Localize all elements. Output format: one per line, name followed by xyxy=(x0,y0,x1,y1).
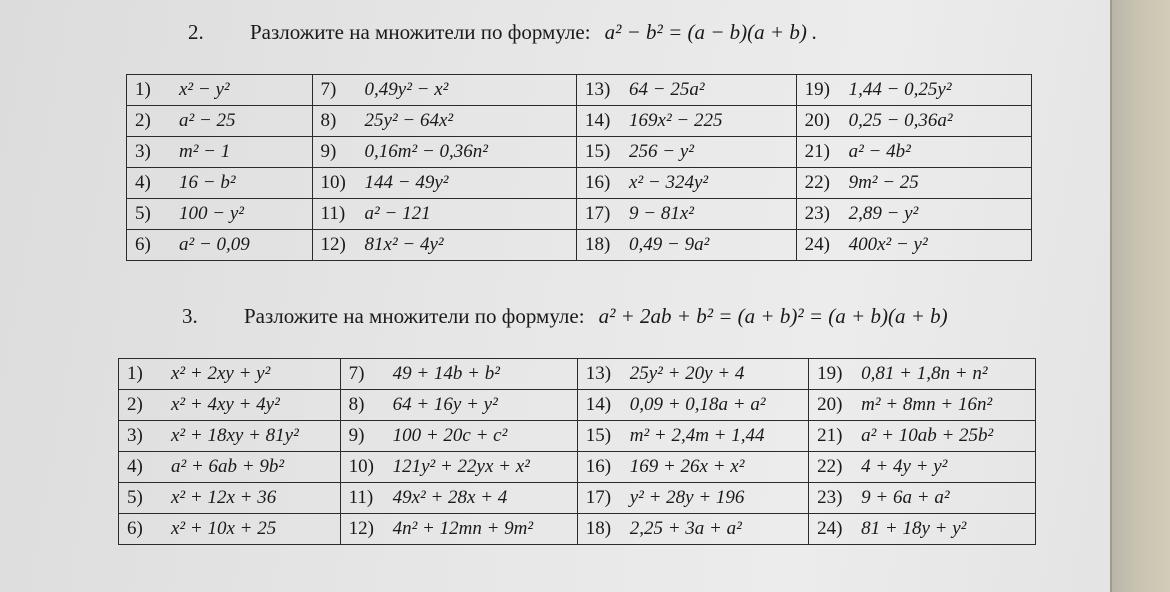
exercise-expression: x² + 2xy + y² xyxy=(171,363,271,384)
exercise-expression: 100 + 20c + c² xyxy=(392,425,508,446)
exercise-expression: 1,44 − 0,25y² xyxy=(848,79,952,100)
exercise-number: 11) xyxy=(348,487,374,508)
exercise-expression: m² − 1 xyxy=(179,141,231,162)
exercise-number: 20) xyxy=(817,394,843,415)
exercise-expression: a² − 0,09 xyxy=(179,234,250,255)
exercise-expression: 25y² + 20y + 4 xyxy=(629,363,745,384)
exercise-number: 10) xyxy=(320,172,346,193)
exercise-number: 13) xyxy=(585,79,611,100)
exercise-expression: a² − 121 xyxy=(364,203,431,224)
exercise-number: 15) xyxy=(585,425,612,446)
exercise-expression: a² − 25 xyxy=(179,110,236,131)
exercise-number: 23) xyxy=(804,203,830,224)
exercise-number: 9) xyxy=(320,141,337,162)
exercise-expression: m² + 2,4m + 1,44 xyxy=(629,425,765,446)
exercise-number: 18) xyxy=(585,518,612,539)
exercise-number: 6) xyxy=(127,518,143,539)
section-3-formula: a² + 2ab + b² = (a + b)² = (a + b)(a + b) xyxy=(598,304,948,328)
exercise-expression: 256 − y² xyxy=(629,141,694,162)
exercise-number: 22) xyxy=(817,456,843,477)
exercise-number: 17) xyxy=(585,203,611,224)
exercise-number: 5) xyxy=(127,487,143,508)
exercise-expression: 4 + 4y + y² xyxy=(861,456,948,477)
exercise-cell xyxy=(577,230,797,261)
exercise-cell xyxy=(796,230,1031,261)
exercise-cell xyxy=(577,75,797,106)
exercise-expression: 400x² − y² xyxy=(848,234,928,255)
exercise-cell xyxy=(577,421,808,452)
exercise-number: 12) xyxy=(348,518,374,539)
exercise-number: 8) xyxy=(320,110,337,131)
section-3-text: Разложите на множители по формуле: xyxy=(244,304,585,328)
exercise-expression: 25y² − 64x² xyxy=(364,110,454,131)
exercise-expression: a² + 6ab + 9b² xyxy=(171,456,285,477)
exercise-expression: 144 − 49y² xyxy=(364,172,449,193)
exercise-cell xyxy=(796,199,1031,230)
exercise-number: 10) xyxy=(348,456,374,477)
exercise-expression: a² − 4b² xyxy=(848,141,911,162)
exercise-expression: 64 + 16y + y² xyxy=(392,394,498,415)
table-row xyxy=(127,137,1032,168)
exercise-expression: a² + 10ab + 25b² xyxy=(861,425,994,446)
exercise-expression: 49 + 14b + b² xyxy=(392,363,500,384)
desk-edge xyxy=(1110,0,1170,592)
exercise-number: 11) xyxy=(320,203,346,224)
exercise-cell xyxy=(577,137,797,168)
exercise-number: 19) xyxy=(804,79,830,100)
exercise-number: 21) xyxy=(817,425,843,446)
section-2-number: 2. xyxy=(188,20,204,44)
exercise-cell xyxy=(796,75,1031,106)
table-row xyxy=(119,514,1036,545)
table-row xyxy=(127,106,1032,137)
exercise-number: 4) xyxy=(127,456,143,477)
exercise-expression: 2,89 − y² xyxy=(848,203,919,224)
exercise-number: 6) xyxy=(135,234,151,255)
exercise-cell xyxy=(312,137,576,168)
exercise-number: 17) xyxy=(585,487,612,508)
exercise-cell xyxy=(312,230,576,261)
exercise-number: 16) xyxy=(585,172,611,193)
exercise-number: 16) xyxy=(585,456,612,477)
table-row xyxy=(119,390,1036,421)
exercise-cell xyxy=(809,390,1036,421)
exercise-expression: 4n² + 12mn + 9m² xyxy=(392,518,534,539)
exercise-cell xyxy=(312,106,576,137)
exercise-expression: 2,25 + 3a + a² xyxy=(629,518,742,539)
exercise-number: 24) xyxy=(817,518,843,539)
exercise-cell xyxy=(312,168,576,199)
exercise-cell xyxy=(119,359,341,390)
exercise-number: 20) xyxy=(804,110,830,131)
exercise-number: 7) xyxy=(320,79,337,100)
exercise-expression: 81x² − 4y² xyxy=(364,234,444,255)
exercise-number: 9) xyxy=(348,425,365,446)
exercise-number: 2) xyxy=(127,394,143,415)
exercise-cell xyxy=(119,421,341,452)
exercise-number: 12) xyxy=(320,234,346,255)
section-3-table xyxy=(118,358,1036,545)
exercise-expression: 9m² − 25 xyxy=(848,172,919,193)
exercise-cell xyxy=(577,106,797,137)
exercise-cell xyxy=(127,137,313,168)
exercise-cell xyxy=(127,199,313,230)
exercise-expression: x² + 18xy + 81y² xyxy=(171,425,299,446)
exercise-cell xyxy=(577,390,808,421)
exercise-expression: 9 + 6a + a² xyxy=(861,487,950,508)
exercise-expression: x² + 10x + 25 xyxy=(171,518,277,539)
exercise-cell xyxy=(340,452,577,483)
table-row xyxy=(127,230,1032,261)
exercise-cell xyxy=(577,452,808,483)
exercise-number: 18) xyxy=(585,234,611,255)
exercise-number: 14) xyxy=(585,394,612,415)
exercise-number: 24) xyxy=(804,234,830,255)
exercise-expression: 0,81 + 1,8n + n² xyxy=(861,363,988,384)
exercise-cell xyxy=(340,421,577,452)
exercise-cell xyxy=(809,359,1036,390)
exercise-cell xyxy=(127,106,313,137)
exercise-cell xyxy=(809,514,1036,545)
exercise-cell xyxy=(577,199,797,230)
exercise-cell xyxy=(340,359,577,390)
exercise-cell xyxy=(340,514,577,545)
exercise-number: 19) xyxy=(817,363,843,384)
exercise-cell xyxy=(127,168,313,199)
table-row xyxy=(119,359,1036,390)
exercise-number: 3) xyxy=(135,141,151,162)
exercise-expression: x² − 324y² xyxy=(629,172,709,193)
exercise-cell xyxy=(340,390,577,421)
exercise-expression: x² − y² xyxy=(179,79,230,100)
exercise-cell xyxy=(577,483,808,514)
exercise-cell xyxy=(312,75,576,106)
exercise-number: 1) xyxy=(135,79,151,100)
exercise-expression: 0,25 − 0,36a² xyxy=(848,110,953,131)
exercise-expression: y² + 28y + 196 xyxy=(629,487,745,508)
exercise-expression: 0,09 + 0,18a + a² xyxy=(629,394,766,415)
exercise-cell xyxy=(796,137,1031,168)
section-3-number: 3. xyxy=(182,304,198,328)
exercise-cell xyxy=(119,452,341,483)
table-row xyxy=(119,421,1036,452)
exercise-number: 3) xyxy=(127,425,143,446)
section-2-text: Разложите на множители по формуле: xyxy=(250,20,591,44)
exercise-cell xyxy=(312,199,576,230)
exercise-number: 5) xyxy=(135,203,151,224)
exercise-cell xyxy=(119,483,341,514)
exercise-cell xyxy=(119,514,341,545)
exercise-expression: 0,49y² − x² xyxy=(364,79,449,100)
exercise-expression: 0,49 − 9a² xyxy=(629,234,710,255)
exercise-expression: 100 − y² xyxy=(179,203,244,224)
exercise-number: 22) xyxy=(804,172,830,193)
exercise-cell xyxy=(127,230,313,261)
exercise-cell xyxy=(809,421,1036,452)
exercise-expression: 16 − b² xyxy=(179,172,236,193)
exercise-cell xyxy=(577,168,797,199)
exercise-expression: 0,16m² − 0,36n² xyxy=(364,141,488,162)
exercise-expression: x² + 12x + 36 xyxy=(171,487,277,508)
section-2-heading xyxy=(188,20,817,45)
exercise-cell xyxy=(340,483,577,514)
exercise-expression: 49x² + 28x + 4 xyxy=(392,487,508,508)
table-row xyxy=(119,483,1036,514)
exercise-number: 14) xyxy=(585,110,611,131)
exercise-cell xyxy=(796,168,1031,199)
exercise-number: 21) xyxy=(804,141,830,162)
section-2-table xyxy=(126,74,1032,261)
exercise-expression: 9 − 81x² xyxy=(629,203,694,224)
table-row xyxy=(127,168,1032,199)
exercise-expression: 121y² + 22yx + x² xyxy=(392,456,530,477)
exercise-expression: 64 − 25a² xyxy=(629,79,705,100)
exercise-number: 15) xyxy=(585,141,611,162)
table-row xyxy=(127,75,1032,106)
table-row xyxy=(127,199,1032,230)
exercise-number: 4) xyxy=(135,172,151,193)
exercise-expression: m² + 8mn + 16n² xyxy=(861,394,993,415)
exercise-number: 8) xyxy=(348,394,365,415)
exercise-cell xyxy=(809,452,1036,483)
exercise-cell xyxy=(577,359,808,390)
exercise-expression: 81 + 18y + y² xyxy=(861,518,967,539)
exercise-cell xyxy=(119,390,341,421)
exercise-cell xyxy=(577,514,808,545)
exercise-number: 2) xyxy=(135,110,151,131)
exercise-number: 23) xyxy=(817,487,843,508)
exercise-cell xyxy=(127,75,313,106)
exercise-expression: 169x² − 225 xyxy=(629,110,723,131)
exercise-cell xyxy=(796,106,1031,137)
exercise-number: 7) xyxy=(348,363,365,384)
section-2-formula: a² − b² = (a − b)(a + b) . xyxy=(604,20,818,44)
exercise-expression: 169 + 26x + x² xyxy=(629,456,745,477)
exercise-number: 1) xyxy=(127,363,143,384)
exercise-expression: x² + 4xy + 4y² xyxy=(171,394,280,415)
exercise-number: 13) xyxy=(585,363,612,384)
section-3-heading xyxy=(182,304,948,329)
table-row xyxy=(119,452,1036,483)
exercise-cell xyxy=(809,483,1036,514)
